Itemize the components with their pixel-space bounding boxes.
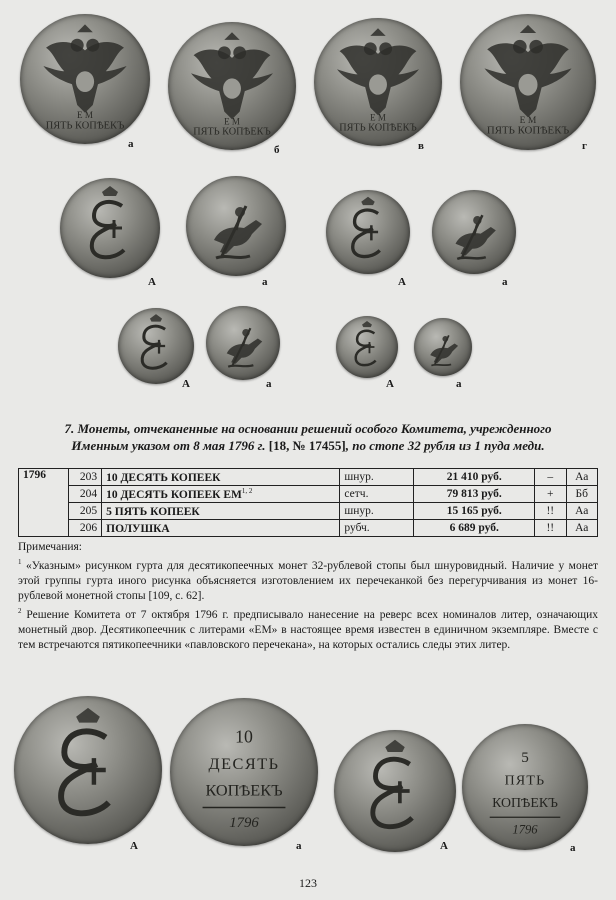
svg-text:ПЯТЬ КОПѢЕКЪ: ПЯТЬ КОПѢЕКЪ — [193, 126, 271, 138]
catalog-table — [18, 468, 598, 537]
coin-label: а — [262, 276, 268, 288]
footnote-2: $^2$ Решение Комитета от 7 октября 1796 г. предписывало нанесение на реверс всех номиналов литер, означающих монетный двор. Десятикопеечник с литерами «ЕМ» в настоящее время известен в единичном экземпляре. Вместе с тем встречаются пятикопеечники «павловского перечекана», на которых остались следы этих литер. — [18, 606, 598, 651]
notes-heading: Примечания: — [18, 541, 82, 553]
rarity: !! — [535, 503, 566, 520]
monogram-emblem — [334, 730, 456, 852]
coin-rider — [432, 190, 516, 274]
rider-emblem — [414, 318, 472, 376]
table-row — [19, 469, 598, 486]
coin-name: ПОЛУШКА — [102, 520, 340, 537]
coin-eagle-v — [314, 18, 442, 146]
denomination-legend — [170, 698, 318, 846]
svg-text:10: 10 — [235, 726, 253, 747]
monogram-emblem — [336, 316, 398, 378]
coin-rider — [186, 176, 286, 276]
monogram-emblem — [14, 696, 162, 844]
coin-label: А — [398, 276, 406, 288]
coin-10k-reverse — [170, 698, 318, 846]
monogram-emblem — [118, 308, 194, 384]
coin-label: а — [266, 378, 272, 390]
eagle-emblem — [20, 14, 150, 144]
caption-rest: , по стопе 32 рубля из 1 пуда меди. — [345, 438, 545, 453]
coin-5k-reverse — [462, 724, 588, 850]
monogram-emblem — [326, 190, 410, 274]
svg-text:Е М: Е М — [370, 112, 386, 123]
grade: Аа — [566, 520, 598, 537]
coin-label: в — [418, 140, 424, 152]
table-row — [19, 486, 598, 503]
rider-emblem — [206, 306, 280, 380]
svg-text:5: 5 — [521, 749, 529, 766]
caption-line-2 — [20, 437, 596, 454]
table-row — [19, 520, 598, 537]
grade: Аа — [566, 469, 598, 486]
catalog-number: 205 — [68, 503, 101, 520]
svg-text:Е М: Е М — [224, 116, 240, 127]
denomination-legend — [462, 724, 588, 850]
rider-emblem — [432, 190, 516, 274]
price: 21 410 руб. — [414, 469, 535, 486]
coin-10k-obverse — [14, 696, 162, 844]
edge-type: сетч. — [340, 486, 414, 503]
svg-text:ПЯТЬ КОПѢЕКЪ: ПЯТЬ КОПѢЕКЪ — [339, 122, 417, 134]
edge-type: шнур. — [340, 469, 414, 486]
svg-text:ДЕСЯТЬ: ДЕСЯТЬ — [208, 754, 280, 774]
coin-monogram — [118, 308, 194, 384]
grade: Аа — [566, 503, 598, 520]
catalog-number: 206 — [68, 520, 101, 537]
eagle-emblem — [168, 22, 296, 150]
coin-label: А — [182, 378, 190, 390]
rarity: !! — [535, 520, 566, 537]
coin-name: 10 ДЕСЯТЬ КОПЕЕК — [102, 469, 340, 486]
price: 79 813 руб. — [414, 486, 535, 503]
price: 15 165 руб. — [414, 503, 535, 520]
coin-label: г — [582, 140, 587, 152]
rider-emblem — [186, 176, 286, 276]
table-row — [19, 503, 598, 520]
monogram-emblem — [60, 178, 160, 278]
price: 6 689 руб. — [414, 520, 535, 537]
svg-text:КОПѢЕКЪ: КОПѢЕКЪ — [492, 795, 558, 811]
coin-label: а — [296, 840, 302, 852]
svg-text:ПЯТЬ: ПЯТЬ — [504, 772, 546, 788]
coin-label: А — [130, 840, 138, 852]
svg-text:ПЯТЬ КОПѢЕКЪ: ПЯТЬ КОПѢЕКЪ — [486, 124, 570, 137]
coin-label: а — [570, 842, 576, 854]
coin-label: а — [456, 378, 462, 390]
page-number: 123 — [299, 876, 317, 890]
edge-type: шнур. — [340, 503, 414, 520]
coin-label: А — [386, 378, 394, 390]
svg-text:1796: 1796 — [229, 814, 259, 831]
svg-text:ПЯТЬ КОПѢЕКЪ: ПЯТЬ КОПѢЕКЪ — [45, 120, 125, 132]
eagle-emblem — [460, 14, 596, 150]
caption-line-1: 7. Монеты, отчеканенные на основании решений особого Комитета, учрежденного — [64, 421, 552, 436]
coin-label: А — [440, 840, 448, 852]
coin-eagle-a — [20, 14, 150, 144]
coin-eagle-g — [460, 14, 596, 150]
coin-name: 5 ПЯТЬ КОПЕЕК — [102, 503, 340, 520]
coin-monogram — [326, 190, 410, 274]
section-caption — [20, 420, 596, 454]
rarity: – — [535, 469, 566, 486]
coin-name: 10 ДЕСЯТЬ КОПЕЕК ЕМ$^{1, 2}$ — [102, 486, 340, 503]
svg-text:КОПѢЕКЪ: КОПѢЕКЪ — [205, 780, 283, 800]
coin-label: а — [128, 138, 134, 150]
svg-text:Е М: Е М — [519, 115, 537, 126]
coin-rider — [414, 318, 472, 376]
eagle-emblem — [314, 18, 442, 146]
svg-text:Е М: Е М — [77, 110, 93, 120]
caption-reference: [18, № 17455] — [268, 438, 346, 453]
caption-decree: Именным указом от 8 мая 1796 г. — [71, 438, 266, 453]
coin-eagle-b — [168, 22, 296, 150]
coin-label: а — [502, 276, 508, 288]
edge-type: рубч. — [340, 520, 414, 537]
year-cell: 1796 — [19, 469, 69, 537]
coin-monogram — [336, 316, 398, 378]
svg-text:1796: 1796 — [512, 822, 538, 837]
coin-label: б — [274, 144, 280, 156]
footnote-1: $^1$ «Указным» рисунком гурта для десятикопеечных монет 32-рублевой стопы был шнуровидный. Наличие у монет этой группы гурта иного рисунка объясняется изготовлением их перечеканкой без перегурчивания из монет 16-рублевой монетной стопы [109, с. 62]. — [18, 558, 598, 602]
coin-5k-obverse — [334, 730, 456, 852]
notes-block — [18, 540, 598, 653]
catalog-number: 203 — [68, 469, 101, 486]
coin-rider — [206, 306, 280, 380]
rarity: + — [535, 486, 566, 503]
coin-monogram — [60, 178, 160, 278]
coin-label: А — [148, 276, 156, 288]
catalog-number: 204 — [68, 486, 101, 503]
grade: Бб — [566, 486, 598, 503]
